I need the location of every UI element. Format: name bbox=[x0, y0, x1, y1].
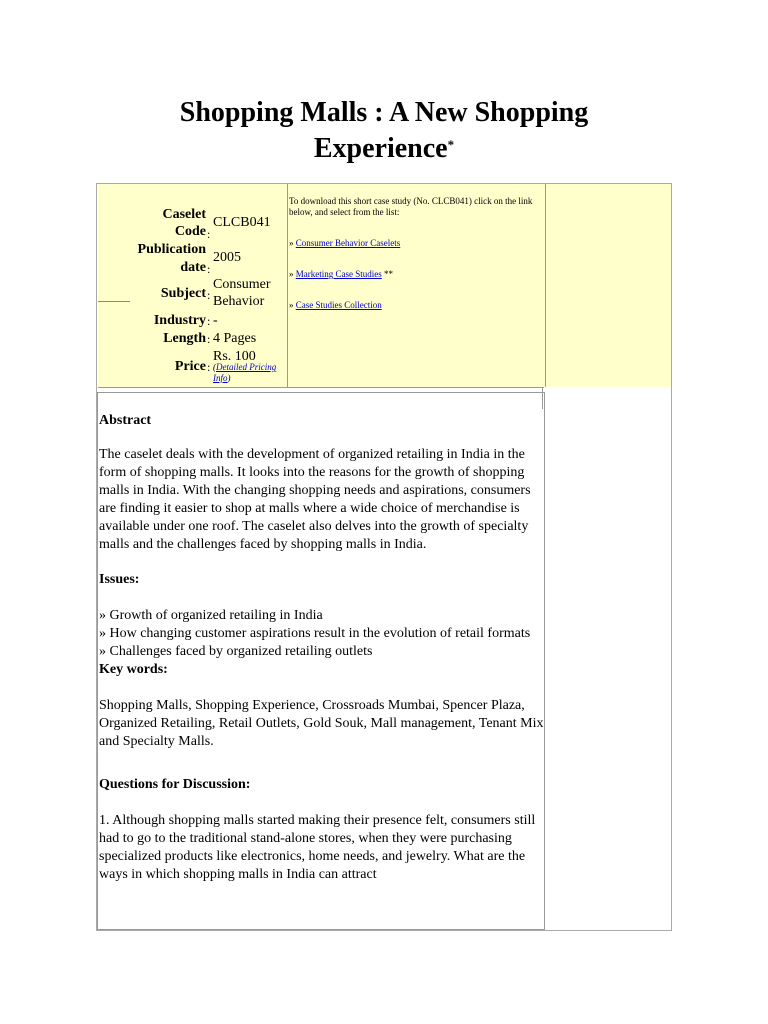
abstract-text: The caselet deals with the development of organized retailing in India in the form of shopping malls. It looks into the reasons for the growth of shopping malls in India. With the changing shopping needs and aspirations, consumers are finding it easier to shop at malls where a wide choice of merchandise is available under one roof. The caselet also delves into the growth of specialty malls and the challenges faced by shopping malls in India. bbox=[99, 447, 531, 552]
abstract-heading: Abstract bbox=[99, 413, 152, 428]
publication-date-value: 2005 bbox=[213, 250, 241, 265]
title-footnote-mark: * bbox=[447, 137, 455, 152]
caselet-content bbox=[99, 412, 545, 884]
issues-heading: Issues: bbox=[99, 572, 140, 587]
paren-close: ) bbox=[227, 373, 231, 383]
price-label: Price bbox=[174, 359, 206, 374]
case-studies-collection-link[interactable]: Case Studies Collection bbox=[295, 300, 382, 310]
download-intro: To download this short case study (No. CLCB041) click on the link below, and select from the list: bbox=[289, 196, 533, 217]
download-item-2 bbox=[289, 269, 544, 280]
divider bbox=[287, 184, 288, 387]
download-panel bbox=[289, 196, 544, 331]
subject-label: Subject bbox=[160, 286, 206, 301]
divider bbox=[98, 387, 544, 388]
issue-item: » Growth of organized retailing in India bbox=[99, 608, 323, 623]
bullet: » bbox=[289, 238, 294, 248]
colon: : bbox=[207, 288, 211, 302]
colon: : bbox=[207, 332, 211, 346]
industry-value: - bbox=[213, 313, 218, 328]
subject-value-1: Consumer bbox=[213, 277, 271, 292]
industry-label: Industry bbox=[153, 313, 206, 328]
detailed-pricing-link[interactable]: Detailed Pricing Info bbox=[213, 362, 277, 383]
consumer-behavior-caselets-link[interactable]: Consumer Behavior Caselets bbox=[295, 238, 401, 248]
colon: : bbox=[207, 227, 211, 241]
caselet-code-value: CLCB041 bbox=[213, 215, 271, 230]
questions-heading: Questions for Discussion: bbox=[99, 777, 251, 792]
divider bbox=[545, 184, 546, 387]
download-item-3 bbox=[289, 300, 544, 311]
page-title-line-2 bbox=[0, 131, 768, 167]
subject-value-2: Behavior bbox=[213, 294, 265, 309]
page-title: Shopping Malls : A New Shopping bbox=[179, 97, 589, 128]
issue-item: » How changing customer aspirations result in the evolution of retail formats bbox=[99, 626, 531, 641]
paren-open: ( bbox=[213, 362, 216, 372]
info-band bbox=[98, 184, 671, 387]
caselet-table bbox=[96, 183, 672, 931]
issue-item: » Challenges faced by organized retailing outlets bbox=[99, 644, 373, 659]
pricing-info bbox=[213, 362, 287, 384]
length-label: Length bbox=[163, 331, 206, 346]
price-value: Rs. 100 bbox=[213, 349, 256, 364]
caselet-code-label-2: Code bbox=[174, 224, 206, 239]
bullet: » bbox=[289, 300, 294, 310]
page-title-word: Experience bbox=[313, 133, 448, 164]
colon: : bbox=[207, 262, 211, 276]
marketing-case-studies-link[interactable]: Marketing Case Studies bbox=[295, 269, 382, 279]
keywords-text: Shopping Malls, Shopping Experience, Crossroads Mumbai, Spencer Plaza, Organized Retailing, Retail Outlets, Gold Souk, Mall management, Tenant Mix and Specialty Malls. bbox=[99, 698, 544, 749]
download-item-1 bbox=[289, 238, 544, 249]
caselet-code-label-1: Caselet bbox=[162, 207, 206, 222]
link-suffix: ** bbox=[384, 269, 393, 279]
bullet: » bbox=[289, 269, 294, 279]
question-1: 1. Although shopping malls started making their presence felt, consumers still had to go to the traditional stand-alone stores, when they were purchasing specialized products like electronics, home needs, and jewelry. What are the ways in which shopping malls in India can attract bbox=[99, 813, 536, 882]
keywords-heading: Key words: bbox=[99, 662, 168, 677]
colon: : bbox=[207, 314, 211, 328]
publication-date-label-1: Publication bbox=[137, 242, 206, 257]
colon: : bbox=[207, 360, 211, 374]
publication-date-label-2: date bbox=[180, 260, 206, 275]
length-value: 4 Pages bbox=[213, 331, 257, 346]
